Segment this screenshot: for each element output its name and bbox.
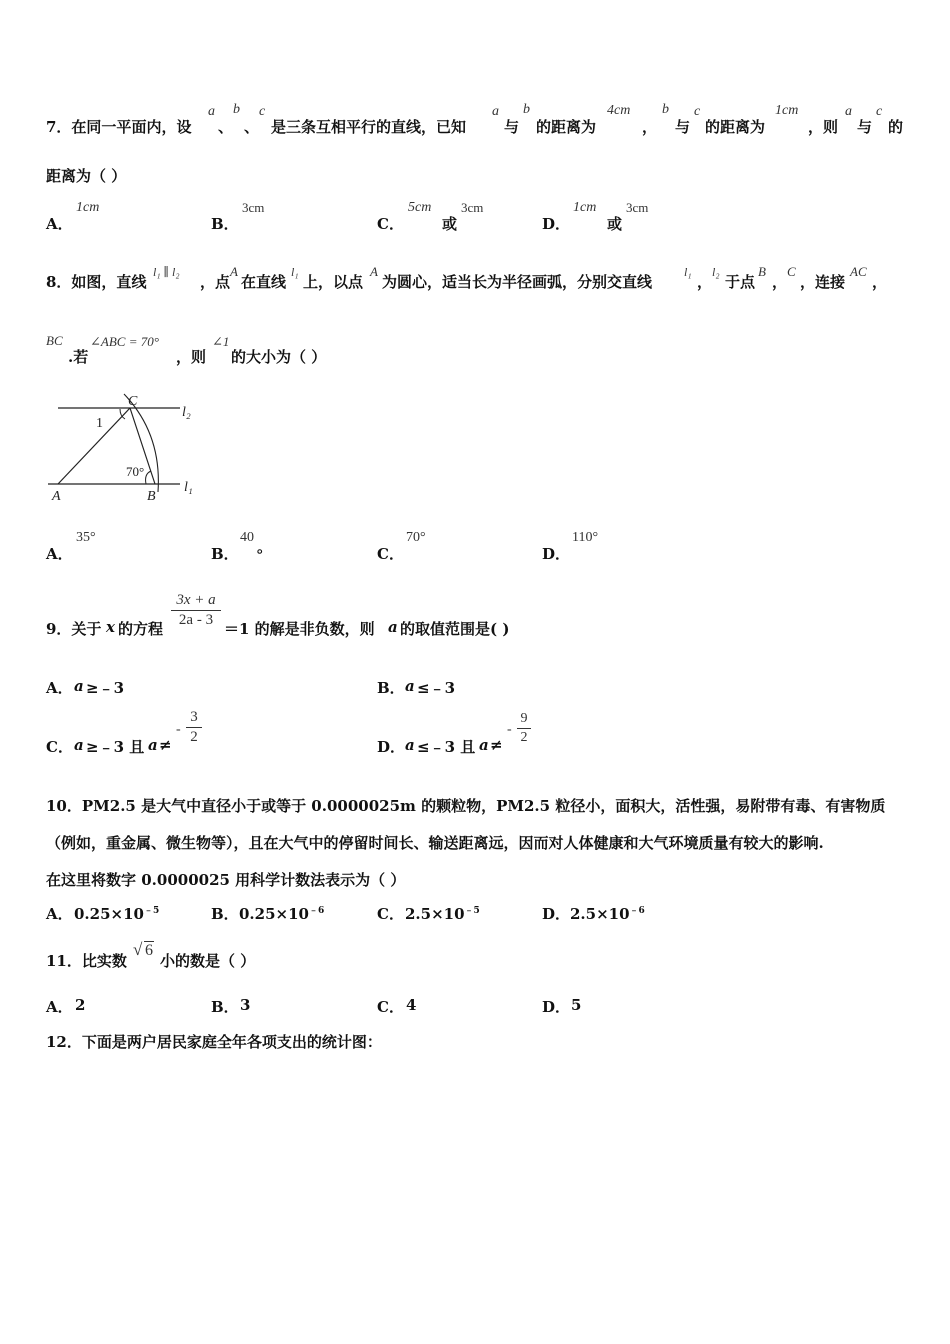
q7-var-c: c (259, 104, 266, 119)
q8-text-2: ，点 (200, 273, 231, 291)
q7-option-c-value1: 5cm (408, 200, 432, 215)
q10-option-b-exp: ﹣6 (308, 906, 325, 916)
q7-option-b-value: 3cm (242, 200, 265, 215)
q8-l1-parallel-l2: l₁ ∥ l₂ (153, 265, 180, 279)
q8-text-4: 上，以点 (303, 273, 364, 291)
q9-option-c-fraction (186, 709, 202, 746)
q7-sep2: 、 (244, 118, 260, 136)
q9-option-c-var: a (74, 736, 84, 754)
q9-option-a-rest: ≥﹣3 (86, 679, 125, 697)
q8-option-b-value: 40 (240, 530, 254, 545)
q8-l1b: l₁ (684, 265, 692, 279)
q10-option-c-value (405, 903, 480, 923)
q7-var-a: a (208, 104, 215, 119)
q9-denominator: 2a - 3 (178, 612, 214, 628)
q10-option-b-label: B． (211, 905, 239, 923)
q12-text-1: 12．下面是两户居民家庭全年各项支出的统计图： (46, 1033, 382, 1051)
q9-option-d-ne: ≠ (490, 736, 503, 754)
q7-with3: 与 (857, 118, 873, 136)
q11-sqrt-sign: √ (133, 940, 143, 959)
q11-option-b-value: 3 (240, 996, 251, 1014)
q10-option-a-value (74, 903, 159, 923)
q9-text-2: 的方程 (118, 620, 164, 638)
q8-text-7: ，连接 (800, 273, 846, 291)
q8-point-b: B (758, 264, 766, 279)
q8-figure (44, 388, 209, 506)
fig-label-70: 70° (126, 464, 145, 479)
q8-option-a-value: 35° (76, 530, 96, 545)
q11-text-1: 11．比实数 (46, 952, 127, 970)
q9-option-c-sign: - (176, 722, 181, 737)
q8-text-3: 在直线 (241, 273, 287, 291)
q7-option-c-or: 或 (442, 215, 458, 233)
q10-option-c-base: 2.5×10 (405, 905, 465, 923)
q7-line2: 距离为（ ） (46, 167, 127, 185)
q8-point-a2: A (370, 264, 378, 279)
q7-option-a-label: A． (46, 215, 73, 233)
q7-var-b3: b (662, 102, 669, 117)
q8-option-a-label: A． (46, 545, 73, 563)
q8-text-9: ，则 (176, 348, 207, 366)
q8-text-6: 于点 (725, 273, 756, 291)
q8-option-b-label: B． (211, 545, 239, 563)
q8-l2: l₂ (712, 265, 720, 279)
q7-var-a2: a (492, 104, 499, 119)
q8-comma3: ， (872, 273, 888, 291)
q8-option-d-label: D． (542, 545, 571, 563)
q9-option-b-label: B． (377, 679, 405, 697)
q9-option-b-var: a (405, 677, 415, 695)
q7-d1: 4cm (607, 103, 631, 118)
q10-option-a-exp: ﹣5 (143, 906, 160, 916)
fig-label-a: A (52, 489, 61, 504)
q7-var-b2: b (523, 102, 530, 117)
q10-line-1: 10．PM2.5 是大气中直径小于或等于 0.0000025m 的颗粒物，PM2.5 粒径小，面积大，活性强，易附带有毒、有害物质 (46, 797, 886, 815)
q9-option-d-fraction (517, 711, 531, 746)
q8-point-c: C (787, 264, 796, 279)
q7-var-c2: c (694, 104, 701, 119)
q9-option-c-bar (186, 727, 202, 728)
q9-option-c-ne: ≠ (159, 736, 172, 754)
q7-option-d-label: D． (542, 215, 571, 233)
q10-option-d-exp: ﹣6 (629, 906, 645, 916)
q7-dist2: 的距离为 (705, 118, 766, 136)
q8-option-b-suffix: 。 (257, 538, 273, 556)
q11-option-b-label: B． (211, 998, 239, 1016)
q10-option-a-base: 0.25×10 (74, 905, 144, 923)
q7-of: 的 (888, 118, 904, 136)
q10-option-b-base: 0.25×10 (239, 905, 309, 923)
q9-option-d-rest: ≤﹣3 且 (417, 738, 476, 756)
q10-option-c-exp: ﹣5 (464, 906, 480, 916)
q11-option-a-value: 2 (75, 996, 86, 1014)
q10-option-d-base: 2.5×10 (570, 905, 630, 923)
q9-text-1: 9．关于 (46, 620, 102, 638)
q10-option-b-value (239, 903, 324, 923)
q11-text-2: 小的数是（ ） (160, 952, 256, 970)
q9-fraction-bar (171, 610, 221, 611)
fig-label-1: 1 (96, 416, 103, 431)
q9-option-d-den: 2 (520, 730, 528, 745)
q9-option-c-den: 2 (190, 729, 198, 745)
q10-option-c-label: C． (377, 905, 404, 923)
q10-option-d-value (570, 903, 645, 923)
q8-text-5: 为圆心，适当长为半径画弧，分别交直线 (382, 273, 653, 291)
q7-option-d-value1: 1cm (573, 200, 597, 215)
q7-var-c3: c (876, 104, 883, 119)
segment-ac (58, 408, 130, 484)
q8-comma: ， (697, 273, 713, 291)
fig-label-l1: l₁ (184, 480, 193, 495)
q7-var-a3: a (845, 104, 852, 119)
q8-option-d-value: 110° (572, 530, 599, 545)
q8-point-a: A (230, 264, 238, 279)
q7-option-c-label: C． (377, 215, 404, 233)
q9-option-d-var2: a (479, 736, 489, 754)
q7-option-d-value2: 3cm (626, 200, 649, 215)
q7-with2: 与 (675, 118, 691, 136)
q7-d2: 1cm (775, 103, 799, 118)
q8-angle-1: ∠1 (212, 334, 230, 349)
q7-then: ，则 (808, 118, 839, 136)
q11-radicand: 6 (145, 942, 153, 959)
q11-option-d-label: D． (542, 998, 571, 1016)
q11-option-c-value: 4 (406, 996, 417, 1014)
q7-var-b: b (233, 102, 240, 117)
angle-arc-70 (146, 471, 151, 484)
q7-option-a-value: 1cm (76, 200, 100, 215)
q8-text-10: 的大小为（ ） (231, 348, 327, 366)
q7-text-b: 是三条互相平行的直线，已知 (271, 118, 467, 136)
q9-numerator: 3x + a (176, 592, 216, 608)
fig-label-c: C (128, 394, 138, 409)
q7-with1: 与 (504, 118, 520, 136)
q8-option-c-label: C． (377, 545, 404, 563)
q11-option-d-value: 5 (571, 996, 582, 1014)
q8-text-8: .若 (68, 348, 89, 366)
q9-var-x: x (106, 618, 115, 636)
q7-option-d-or: 或 (607, 215, 623, 233)
q8-option-c-value: 70° (406, 530, 426, 545)
q8-text-1: 8．如图，直线 (46, 273, 147, 291)
fig-label-l2: l₂ (182, 405, 191, 420)
q8-segment-bc: BC (46, 333, 63, 348)
q9-option-d-bar (517, 728, 531, 729)
q9-option-a-label: A． (46, 679, 73, 697)
q9-option-d-sign: - (507, 722, 512, 737)
q11-option-c-label: C． (377, 998, 404, 1016)
q10-option-d-label: D． (542, 905, 571, 923)
q9-option-c-rest: ≥﹣3 且 (86, 738, 145, 756)
q8-l1: l₁ (291, 265, 299, 279)
q10-line-2: （例如，重金属、微生物等），且在大气中的停留时间长、输送距离远，因而对人体健康和大气环境质量有较大的影响. (46, 834, 824, 852)
q7-comma1: ， (642, 118, 658, 136)
q9-text-3: ＝1 的解是非负数，则 (224, 620, 375, 638)
q7-sep1: 、 (218, 118, 234, 136)
q9-option-c-num: 3 (190, 709, 198, 725)
q9-option-d-var: a (405, 736, 415, 754)
q10-line-3: 在这里将数字 0.0000025 用科学计数法表示为（ ） (46, 871, 406, 889)
q9-var-a: a (388, 618, 398, 636)
q9-option-c-label: C． (46, 738, 73, 756)
q8-comma2: ， (772, 273, 788, 291)
q8-angle-abc: ∠ABC = 70° (90, 334, 159, 349)
q7-option-b-label: B． (211, 215, 239, 233)
q8-segment-ac: AC (850, 264, 867, 279)
q9-option-d-num: 9 (520, 711, 528, 726)
q10-option-a-label: A． (46, 905, 73, 923)
q9-text-4: 的取值范围是( ) (400, 620, 510, 638)
q11-option-a-label: A． (46, 998, 73, 1016)
q9-fraction (171, 592, 221, 629)
q9-option-a-var: a (74, 677, 84, 695)
q7-text-a: 7．在同一平面内，设 (46, 118, 192, 136)
q7-option-c-value2: 3cm (461, 200, 484, 215)
q9-option-b-rest: ≤﹣3 (417, 679, 456, 697)
q9-option-c-var2: a (148, 736, 158, 754)
q7-dist1: 的距离为 (536, 118, 597, 136)
q9-option-d-label: D． (377, 738, 406, 756)
fig-label-b: B (147, 489, 156, 504)
